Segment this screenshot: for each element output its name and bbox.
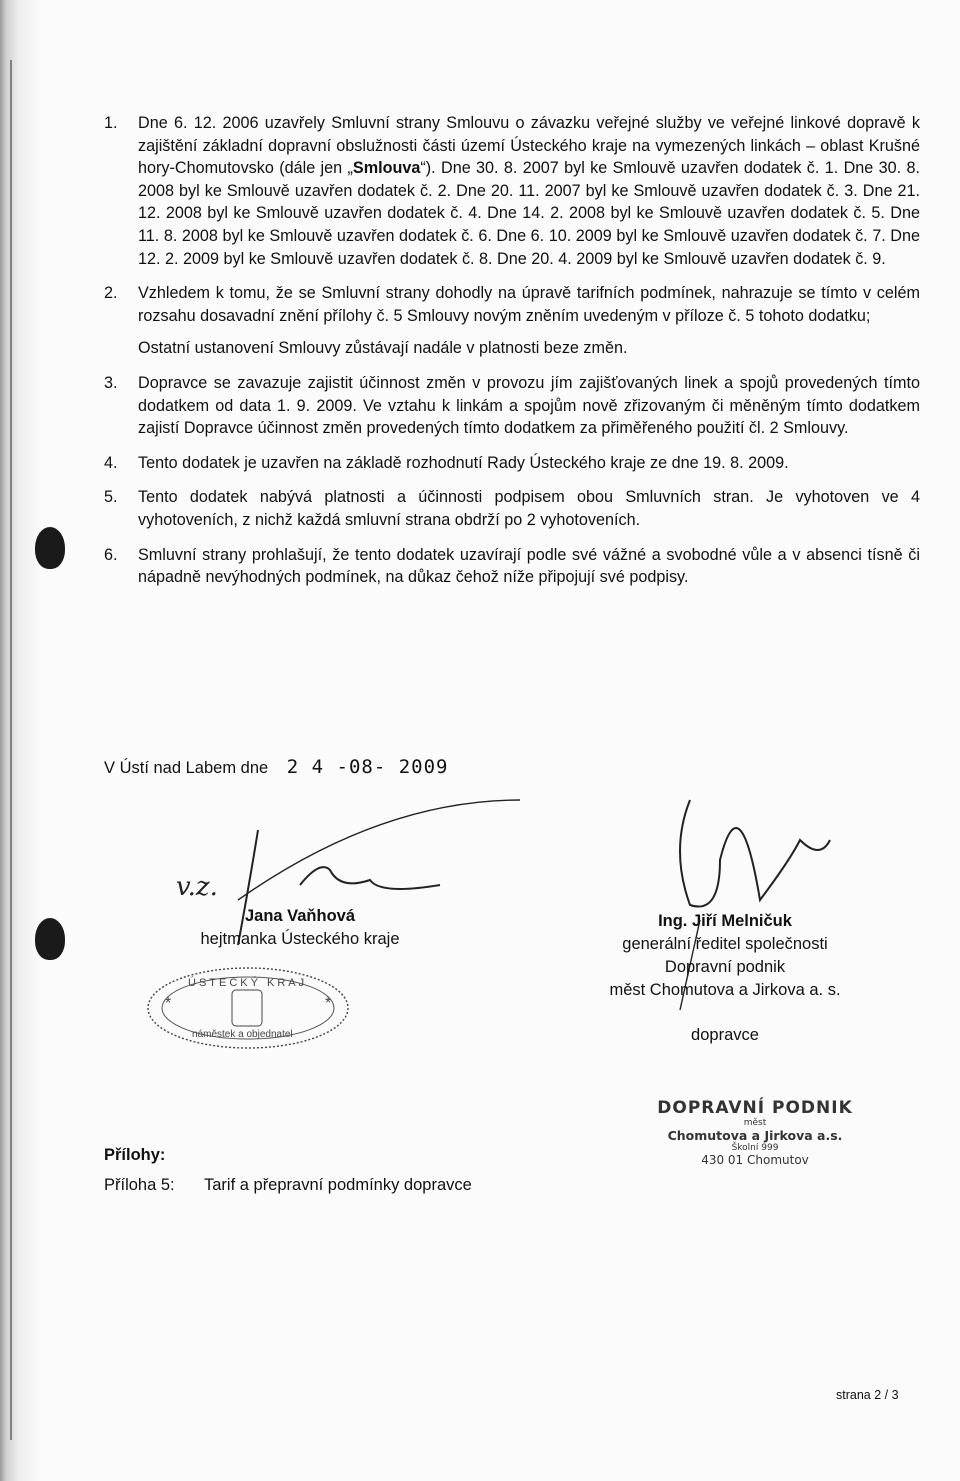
signatory-right-role: generální ředitel společnosti (622, 935, 828, 953)
signatory-right-company2: měst Chomutova a Jirkova a. s. (609, 981, 841, 999)
clause-text: Dne 6. 12. 2006 uzavřely Smluvní strany Smlouvu o závazku veřejné služby ve veřejné linkové dopravě k zajištění základní dopravní obslužnosti části území Ústeckého kraje na vymezených linkách – oblast Krušné hory-Chomutovsko (dále jen „ (138, 114, 920, 178)
left-stamp-text (148, 965, 348, 1051)
svg-text:*: * (165, 995, 172, 1012)
attachment-text: Tarif a přepravní podmínky dopravce (204, 1176, 472, 1194)
company-stamp-line5: 430 01 Chomutov (701, 1153, 809, 1167)
attachments (104, 1140, 472, 1200)
clause-text: Dopravce se zavazuje zajistit účinnost změn v provozu jím zajišťovaných linek a spojů provedených tímto dodatkem od data 1. 9. 2009. Ve vztahu k linkám a spojům nově zřizovaným či měněným tímto dodatkem zajistí Dopravce účinnost změn provedených tímto dodatkem za přiměřeného použití čl. 2 Smlouvy. (138, 373, 920, 438)
signatory-left (170, 905, 430, 951)
signatory-right-name: Ing. Jiří Melničuk (658, 912, 792, 930)
clause-number: 2. (104, 284, 118, 303)
company-stamp-line3: Chomutova a Jirkova a.s. (667, 1128, 843, 1143)
left-stamp-title: ÚSTECKÝ KRAJ (188, 977, 308, 989)
right-signature-stroke (680, 800, 830, 907)
clause-text: Tento dodatek nabývá platnosti a účinnosti podpisem obou Smluvních stran. Je vyhotoven ve 4 vyhotoveních, z nichž každá smluvní strana obdrží po 2 vyhotoveních. (138, 488, 920, 529)
company-stamp (630, 1098, 880, 1188)
company-stamp-line1: DOPRAVNÍ PODNIK (657, 1098, 853, 1118)
handwritten-date: 2 4 -08- 2009 (286, 756, 449, 778)
signatory-left-role: hejtmanka Ústeckého kraje (200, 930, 400, 948)
clause-text: Smluvní strany prohlašují, že tento dodatek uzavírají podle své vážné a svobodné vůle a v absenci tísně či nápadně nevýhodných podmínek, na důkaz čehož níže připojují své podpisy. (138, 545, 920, 587)
clause-number: 4. (104, 453, 118, 472)
left-signature-flourish (238, 800, 520, 900)
attachments-heading: Přílohy: (104, 1146, 166, 1164)
left-signature-prefix: v.z. (176, 872, 218, 902)
left-signature-curve (300, 867, 440, 889)
left-stamp-subtitle: náměstek a objednatel (192, 1029, 293, 1040)
attachment-label: Příloha 5: (104, 1176, 175, 1194)
attachment-item (104, 1170, 472, 1200)
page-number: strana 2 / 3 (836, 1388, 899, 1402)
clause-number: 5. (104, 488, 118, 507)
signatory-right-company1: Dopravní podnik (664, 958, 786, 976)
clause-text: Tento dodatek je uzavřen na základě rozhodnutí Rady Ústeckého kraje ze dne 19. 8. 2009. (138, 453, 789, 472)
clause-number: 3. (104, 373, 118, 392)
signatory-left-name: Jana Vaňhová (244, 907, 356, 925)
clause-number: 1. (104, 114, 118, 132)
signatory-right-role2: dopravce (691, 1026, 759, 1044)
defined-term: Smlouva (352, 159, 421, 178)
clause-number: 6. (104, 545, 118, 564)
clause-text: Vzhledem k tomu, že se Smluvní strany dohodly na úpravě tarifních podmínek, nahrazuje se tímto v celém rozsahu dosavadní znění přílohy č. 5 Smlouvy novým zněním uvedeným v příloze č. 5 tohoto dodatku; (138, 284, 920, 325)
company-stamp-line2: měst (743, 1118, 767, 1128)
place-text: V Ústí nad Labem dne (104, 759, 269, 777)
svg-text:*: * (325, 995, 332, 1012)
clause-text: “). Dne 30. 8. 2007 byl ke Smlouvě uzavřen dodatek č. 1. Dne 30. 8. 2008 byl ke Smlouvě uzavřen dodatek č. 2. Dne 20. 11. 2007 byl ke Smlouvě uzavřen dodatek č. 3. Dne 21. 12. 2008 byl ke Smlouvě uzavřen dodatek č. 4. Dne 14. 2. 2008 byl ke Smlouvě uzavřen dodatek č. 5. Dne 11. 8. 2008 byl ke Smlouvě uzavřen dodatek č. 6. Dne 6. 10. 2009 byl ke Smlouvě uzavřen dodatek č. 7. Dne 12. 2. 2009 byl ke Smlouvě uzavřen dodatek č. 8. Dne 20. 4. 2009 byl ke Smlouvě uzavřen dodatek č. 9. (138, 159, 920, 268)
company-stamp-line4: Školní 999 (731, 1143, 779, 1153)
clause-text: Ostatní ustanovení Smlouvy zůstávají nadále v platnosti beze změn. (138, 339, 628, 358)
signatory-right (580, 910, 870, 1047)
